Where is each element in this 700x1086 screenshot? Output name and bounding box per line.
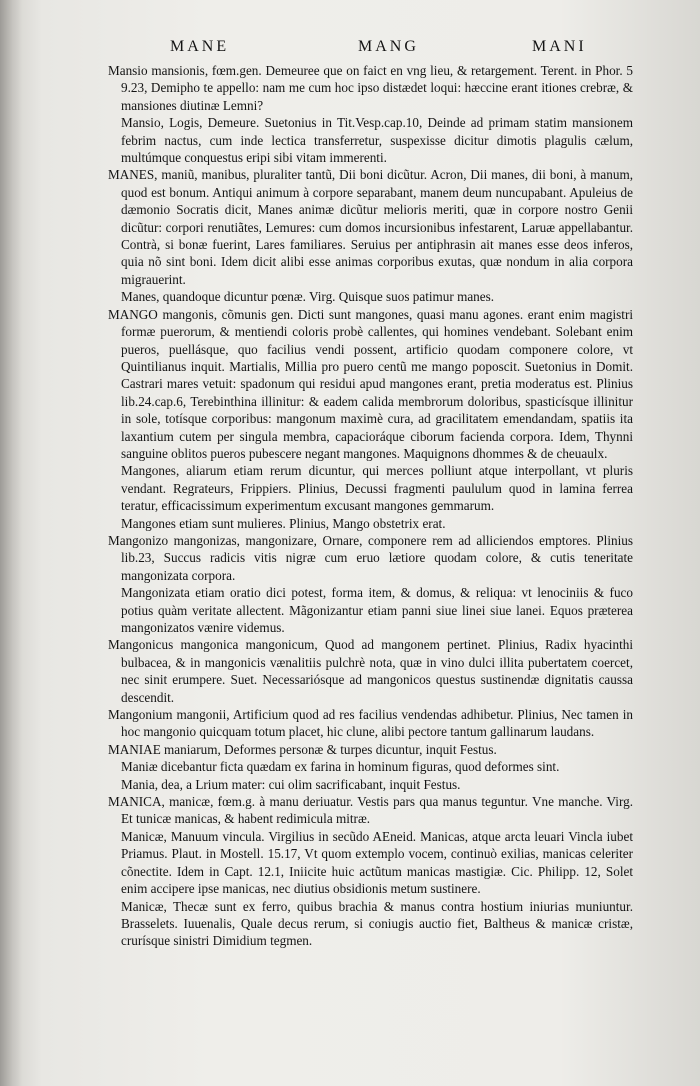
- entry-manicae-vincula: Manicæ, Manuum vincula. Virgilius in secũdo AEneid. Manicas, atque arcta leuari Vincla iubet Priamus. Plaut. in Mostell. 15.17, Vt quom extemplo vocem, continuò exilias, manicas celeriter cõnectite. Idem in Capt. 12.1, Iniicite huic actũtum manicas mastigiæ. Cic. Philipp. 12, Solet enim accipere ipse manicas, nec diutius obsidionis metum sustinere.: [121, 828, 633, 897]
- entry-mania-dea: Mania, dea, a Lrium mater: cui olim sacrificabant, inquit Festus.: [121, 776, 461, 792]
- entry-mansio: Mansio mansionis, fœm.gen. Demeuree que on faict en vng lieu, & retargement. Terent. in Phor. 5 9.23, Demipho te appello: nam me cum hoc ipso distædet loqui: hæccine erant itiones crebræ, & mansiones diutinæ Lemni?: [108, 63, 633, 113]
- entry-maniae: MANIAE maniarum, Deformes personæ & turpes dicuntur, inquit Festus.: [108, 741, 497, 757]
- entry-manes: MANES, maniũ, manibus, pluraliter tantũ, Dii boni dicũtur. Acron, Dii manes, dii boni, à manum, quod est bonum. Antiqui animum à corpore separabant, manem deum nuncupabant. Apuleius de dæmonio Socratis dicit, Manes animæ dicũtur melioris meriti, quæ in corpore nostro Genii dicũtur: corpori renutiãtes, Lemures: cum domos incursionibus infestarent, Laruæ appellabantur. Contrà, si bonæ fuerint, Lares familiares. Seruius per antiphrasin ait manes esse deos inferos, quia nõ sint boni. Idem dicit alibi esse animas corporibus exutas, quæ nondum in alia corpora migrauerint.: [108, 167, 633, 287]
- entry-mangones-mulieres: Mangones etiam sunt mulieres. Plinius, Mango obstetrix erat.: [121, 515, 446, 531]
- entry-mangonium: Mangonium mangonii, Artificium quod ad res facilius vendendas adhibetur. Plinius, Nec tamen in hoc mangonio quicquam totum placet, hic clune, alibi pectore tantum gallinarum laudans.: [108, 707, 633, 740]
- dictionary-column: [108, 62, 633, 950]
- running-head-left: MANE: [170, 38, 230, 55]
- entry-mansio-logis: Mansio, Logis, Demeure. Suetonius in Tit.Vesp.cap.10, Deinde ad primam statim mansionem febrim nactus, cum inde lectica transferretur, suspexisse dicitur dimotis plagulis cælum, multúmque conquestus eripi sibi vitam immerenti.: [121, 115, 633, 166]
- page-gutter-shadow: [0, 0, 22, 1086]
- entry-maniae-farina: Maniæ dicebantur ficta quædam ex farina in hominum figuras, quod deformes sint.: [121, 759, 560, 775]
- running-head-right: MANI: [532, 38, 587, 55]
- entry-mangonizo: Mangonizo mangonizas, mangonizare, Ornare, componere rem ad alliciendos emptores. Plinius lib.23, Succus radicis vitis nigræ cum eruo lætiore quodam colore, & cutis teneritate mangonizata corpora.: [108, 532, 633, 583]
- entry-manicae-thecae: Manicæ, Thecæ sunt ex ferro, quibus brachia & manus contra hostium iniurias muniuntur. Brasselets. Iuuenalis, Quale decus rerum, si coniugis auctio fiet, Baltheus & manicæ cristæ, crurísque sinistri Dimidium tegmen.: [121, 898, 633, 949]
- entry-manica: MANICA, manicæ, fœm.g. à manu deriuatur. Vestis pars qua manus teguntur. Vne manche. Virg. Et tunicæ manicas, & habent redimicula mitræ.: [108, 794, 633, 827]
- entry-mangonicus: Mangonicus mangonica mangonicum, Quod ad mangonem pertinet. Plinius, Radix hyacinthi bulbacea, & in mangonicis vænalitiis pulchrè nota, quæ in vino dulci illita pubertatem coercet, nec sinit erumpere. Suet. Necessariósque ad mangonicos questus sustinendæ dignitatis caussa descendit.: [108, 637, 633, 705]
- entry-mangones-merces: Mangones, aliarum etiam rerum dicuntur, qui merces polliunt atque interpollant, vt pluris vendant. Regrateurs, Frippiers. Plinius, Decussi fragmenti paululum quod in lamina ferrea teratur, efficacissimum experimentum excusant mangones gemmarum.: [121, 463, 633, 514]
- running-head-center: MANG: [358, 38, 419, 55]
- entry-manes-poenae: Manes, quandoque dicuntur pœnæ. Virg. Quisque suos patimur manes.: [121, 289, 495, 305]
- entry-mango: MANGO mangonis, cõmunis gen. Dicti sunt mangones, quasi manu agones. erant enim magistri formæ puerorum, & mentiendi coloris probè callentes, qui homines vendebant. Solebant enim pueros, puellásque, quo facilius vendi possent, artificio quodam componere colore, vt Quintilianus inquit. Martialis, Millia pro puero centũ me mango poposcit. Suetonius in Domit. Castrari mares vetuit: spadonum qui residui apud mangones erant, pretia moderatus est. Plinius lib.24.cap.6, Terebinthina illinitur: & eadem calida membrorum doloribus, spasticísque illinitur in sole, totísque corporibus: mangonum maximè cura, ad gracilitatem emendandam, spatiis ita laxantium cutem per singula membra, capacioráque ciborum facienda corpora. Idem, Thynni sanguine oblitos pueros pubescere negant mangones. Maquignons dhommes & de cheuaulx.: [108, 306, 633, 461]
- running-head: [170, 38, 600, 58]
- entry-mangonizata: Mangonizata etiam oratio dici potest, forma item, & domus, & reliqua: vt lenociniis & fuco potius quàm veritate allectent. Mãgonizantur etiam panni siue linei siue lanei. Equos præterea mangonizatos vænire videmus.: [121, 585, 633, 635]
